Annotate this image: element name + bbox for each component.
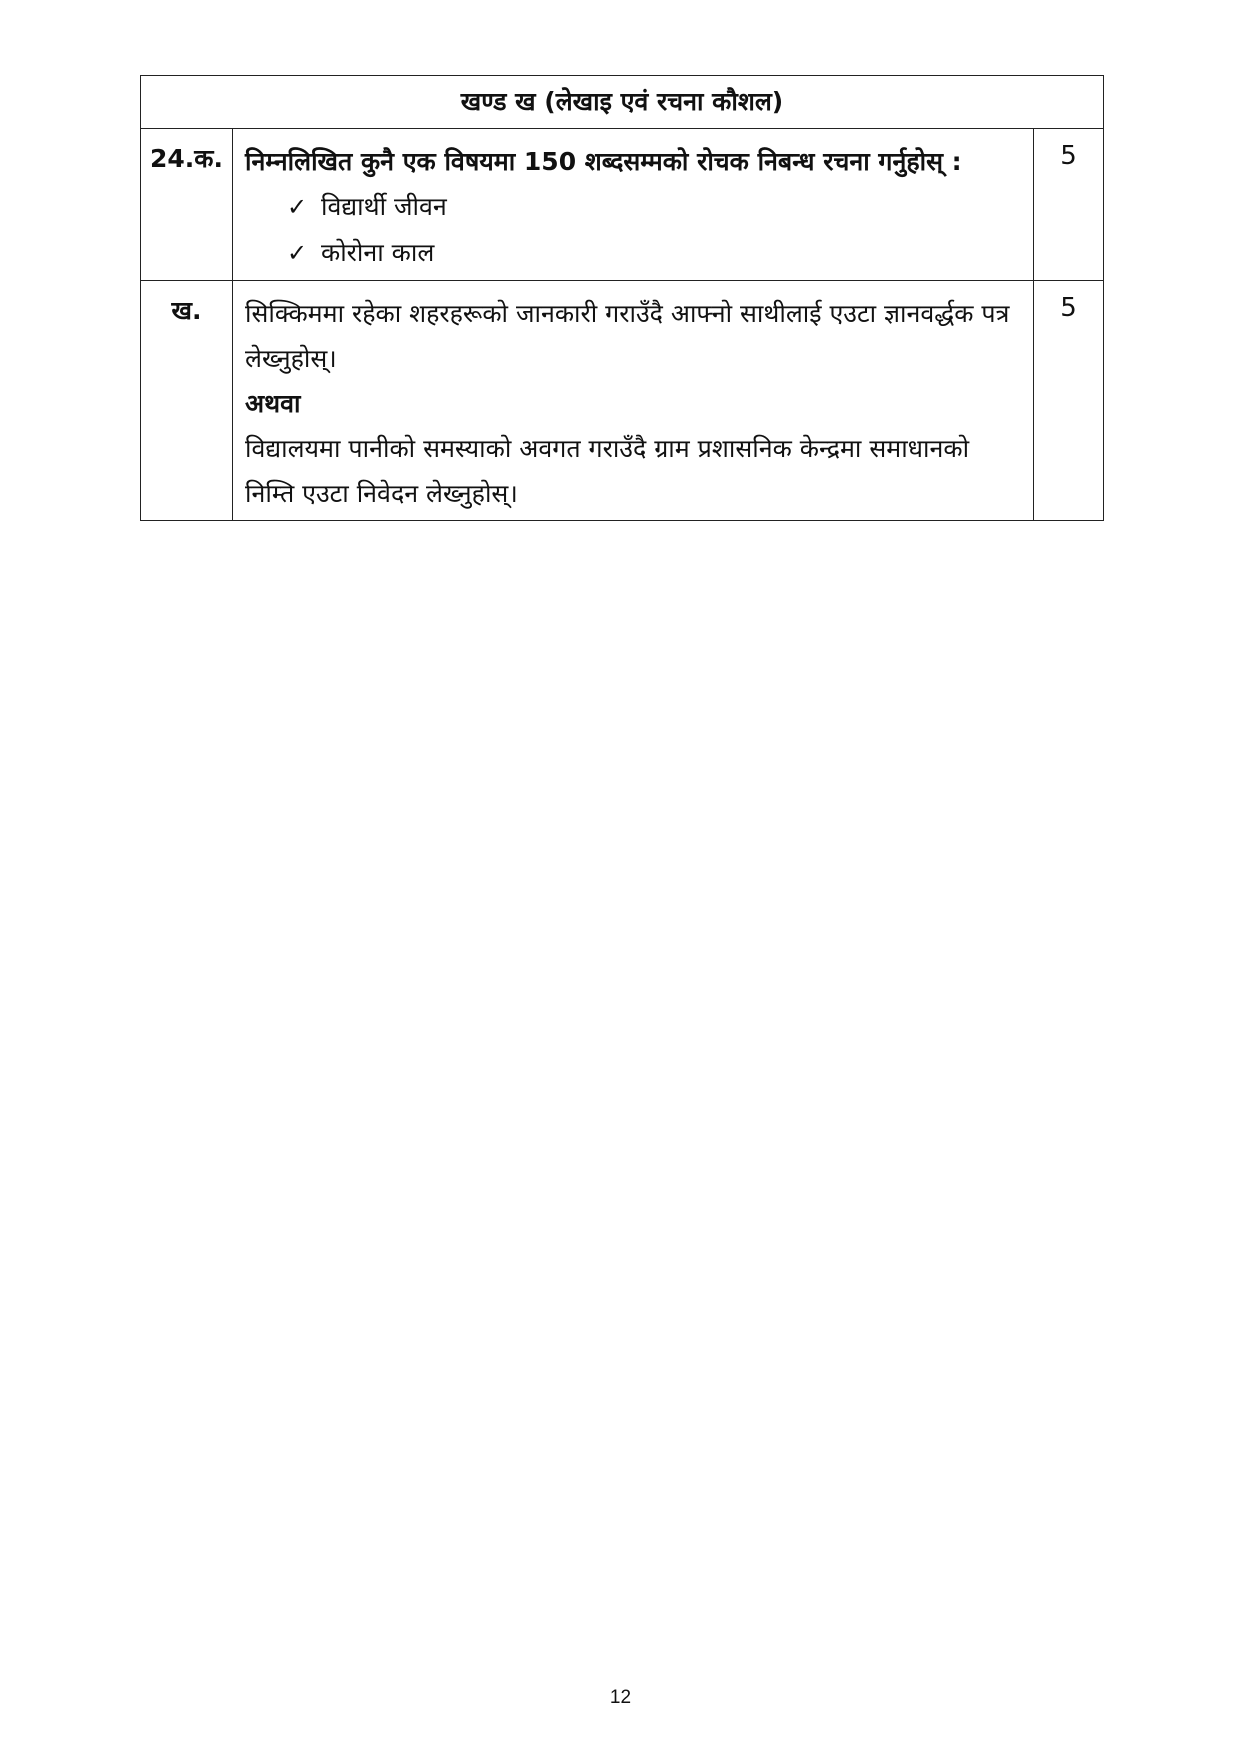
section-header-row (141, 76, 1104, 129)
list-item (287, 230, 1023, 276)
or-label: अथवा (245, 389, 301, 418)
topic-list (245, 184, 1023, 276)
question-row-24ka (141, 129, 1104, 281)
topic-label: विद्यार्थी जीवन (321, 192, 447, 221)
question-number: 24.क. (141, 129, 233, 281)
list-item (287, 184, 1023, 230)
question-content (233, 281, 1034, 521)
topic-label: कोरोना काल (321, 238, 435, 267)
question-prompt: निम्नलिखित कुनै एक विषयमा 150 शब्दसम्मको रोचक निबन्ध रचना गर्नुहोस् : (245, 147, 962, 176)
question-text: सिक्किममा रहेका शहरहरूको जानकारी गराउँदै आफ्नो साथीलाई एउटा ज्ञानवर्द्धक पत्र लेख्नुहोस्। (245, 299, 1010, 373)
question-marks: 5 (1034, 129, 1104, 281)
question-marks: 5 (1034, 281, 1104, 521)
question-content (233, 129, 1034, 281)
page-number: 12 (609, 1687, 632, 1708)
section-title: खण्ड ख (लेखाइ एवं रचना कौशल) (141, 76, 1104, 129)
question-row-kha (141, 281, 1104, 521)
check-icon: ✓ (287, 239, 308, 267)
question-number: ख. (141, 281, 233, 521)
question-table (140, 75, 1104, 521)
check-icon: ✓ (287, 193, 308, 221)
question-alt-text: विद्यालयमा पानीको समस्याको अवगत गराउँदै ग्राम प्रशासनिक केन्द्रमा समाधानको निम्ति एउटा निवेदन लेख्नुहोस्। (245, 434, 970, 508)
